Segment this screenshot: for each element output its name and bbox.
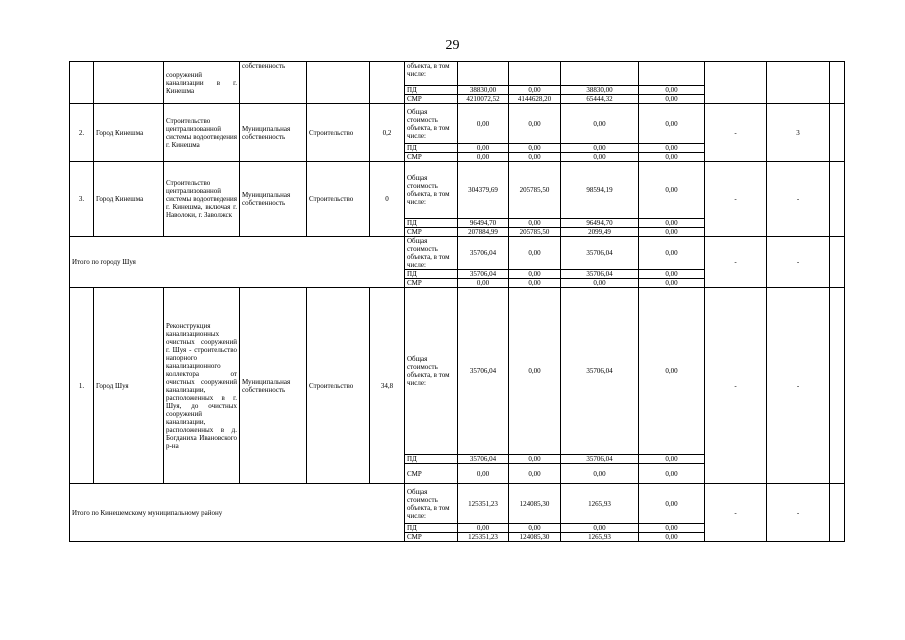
value-cell: 35706,04: [458, 455, 509, 464]
type-cell: Строительство: [307, 104, 370, 162]
value-cell: 35706,04: [561, 237, 639, 270]
type-cell: Строительство: [307, 288, 370, 484]
value-cell: 0,00: [639, 464, 705, 484]
object-name: Реконструкция канализационных очистных сооружений г. Шуя - строительство напорного канализационного коллектора от очистных сооружений канализации, расположенных в г. Шуя, до очистных сооружений канализации, расположенных в д. Богданиха Ивановского р-на: [164, 288, 240, 484]
value-cell: 35706,04: [561, 455, 639, 464]
value-cell: 124085,30: [509, 484, 561, 524]
value-cell: 0,00: [639, 279, 705, 288]
value-cell: 0,00: [509, 524, 561, 533]
value-cell: 35706,04: [561, 288, 639, 455]
smr-label: СМР: [405, 228, 458, 237]
value-cell: 0,00: [639, 104, 705, 144]
value-cell: 0,00: [509, 104, 561, 144]
value-cell: 0,00: [509, 279, 561, 288]
value-cell: 2099,49: [561, 228, 639, 237]
value-cell: 0,00: [561, 153, 639, 162]
value-cell: 0,00: [509, 288, 561, 455]
value-cell: 0,00: [561, 144, 639, 153]
value-cell: 35706,04: [458, 237, 509, 270]
extra-cell: -: [705, 162, 767, 237]
object-name: Строительство централизованной системы водоотведения г. Кинешма, включая г. Наволоки, г. Заволжск: [164, 162, 240, 237]
value-cell: 124085,30: [509, 533, 561, 542]
edge-strip: [830, 62, 845, 104]
capacity-cell: 0: [370, 162, 405, 237]
edge-strip: [830, 162, 845, 237]
pd-label: ПД: [405, 86, 458, 95]
value-cell: 0,00: [639, 524, 705, 533]
extra-cell: 3: [767, 104, 830, 162]
value-cell: 0,00: [458, 464, 509, 484]
value-cell: 1265,93: [561, 533, 639, 542]
place-cell: Город Шуя: [94, 288, 164, 484]
value-cell: 38830,00: [458, 86, 509, 95]
value-cell: 205785,50: [509, 228, 561, 237]
value-cell: 0,00: [561, 104, 639, 144]
value-cell: 0,00: [639, 237, 705, 270]
table-row: [70, 237, 845, 270]
extra-cell: -: [767, 484, 830, 542]
ownership-cell: Муниципальная собственность: [240, 104, 307, 162]
value-cell: 0,00: [639, 86, 705, 95]
extra-cell: [767, 62, 830, 104]
value-cell: 1265,93: [561, 484, 639, 524]
ownership-cell: Муниципальная собственность: [240, 162, 307, 237]
value-cell: 0,00: [561, 464, 639, 484]
value-cell: 96494,70: [458, 219, 509, 228]
num-cell: [70, 62, 94, 104]
value-cell: 205785,50: [509, 162, 561, 219]
page-number: 29: [445, 38, 460, 53]
value-cell: 0,00: [561, 279, 639, 288]
value-cell: 0,00: [509, 455, 561, 464]
value-cell: 0,00: [639, 484, 705, 524]
value-cell: 0,00: [639, 162, 705, 219]
value-cell: 0,00: [639, 455, 705, 464]
table-row: [70, 484, 845, 524]
cost-label: Общая стоимость объекта, в том числе:: [405, 484, 458, 524]
cost-label: объекта, в том числе:: [405, 62, 458, 86]
cost-label: Общая стоимость объекта, в том числе:: [405, 104, 458, 144]
ownership-cell: Муниципальная собственность: [240, 288, 307, 484]
value-cell: 0,00: [509, 237, 561, 270]
value-cell: [458, 62, 509, 86]
edge-strip: [830, 288, 845, 484]
edge-strip: [830, 104, 845, 162]
extra-cell: [705, 62, 767, 104]
smr-label: СМР: [405, 279, 458, 288]
object-name: Строительство централизованной системы водоотведения г. Кинешма: [164, 104, 240, 162]
table-row: [70, 104, 845, 144]
extra-cell: -: [705, 484, 767, 542]
extra-cell: -: [767, 162, 830, 237]
value-cell: 38830,00: [561, 86, 639, 95]
ownership-cell: собственность: [240, 62, 307, 104]
num-cell: 1.: [70, 288, 94, 484]
value-cell: 0,00: [458, 104, 509, 144]
pd-label: ПД: [405, 524, 458, 533]
smr-label: СМР: [405, 95, 458, 104]
pd-label: ПД: [405, 144, 458, 153]
type-cell: Строительство: [307, 162, 370, 237]
value-cell: 0,00: [639, 153, 705, 162]
edge-strip: [830, 237, 845, 288]
value-cell: [509, 62, 561, 86]
investment-table: [69, 61, 845, 542]
value-cell: 0,00: [458, 144, 509, 153]
value-cell: [561, 62, 639, 86]
capacity-cell: 0,2: [370, 104, 405, 162]
num-cell: 2.: [70, 104, 94, 162]
place-cell: Город Кинешма: [94, 104, 164, 162]
type-cell: [307, 62, 370, 104]
edge-strip: [830, 484, 845, 542]
subtotal-label: Итого по городу Шуя: [70, 237, 405, 288]
cost-label: Общая стоимость объекта, в том числе:: [405, 288, 458, 455]
value-cell: 98594,19: [561, 162, 639, 219]
num-cell: 3.: [70, 162, 94, 237]
value-cell: 0,00: [639, 219, 705, 228]
cost-label: Общая стоимость объекта, в том числе:: [405, 162, 458, 219]
cost-label: Общая стоимость объекта, в том числе:: [405, 237, 458, 270]
value-cell: 0,00: [509, 86, 561, 95]
extra-cell: -: [767, 237, 830, 288]
value-cell: 0,00: [639, 228, 705, 237]
value-cell: 4144628,20: [509, 95, 561, 104]
table-row: [70, 288, 845, 455]
value-cell: 0,00: [509, 144, 561, 153]
table-row: [70, 62, 845, 86]
value-cell: 304379,69: [458, 162, 509, 219]
capacity-cell: 34,8: [370, 288, 405, 484]
smr-label: СМР: [405, 464, 458, 484]
extra-cell: -: [767, 288, 830, 484]
extra-cell: -: [705, 288, 767, 484]
subtotal-label: Итого по Кинешемскому муниципальному району: [70, 484, 405, 542]
value-cell: 0,00: [639, 533, 705, 542]
value-cell: 207884,99: [458, 228, 509, 237]
value-cell: 0,00: [639, 288, 705, 455]
value-cell: 65444,32: [561, 95, 639, 104]
smr-label: СМР: [405, 153, 458, 162]
smr-label: СМР: [405, 533, 458, 542]
value-cell: [639, 62, 705, 86]
place-cell: Город Кинешма: [94, 162, 164, 237]
value-cell: 0,00: [639, 270, 705, 279]
value-cell: 0,00: [458, 524, 509, 533]
value-cell: 0,00: [561, 524, 639, 533]
capacity-cell: [370, 62, 405, 104]
value-cell: 0,00: [639, 95, 705, 104]
object-name: сооружений канализации в г. Кинешма: [164, 62, 240, 104]
value-cell: 0,00: [509, 219, 561, 228]
value-cell: 0,00: [458, 279, 509, 288]
extra-cell: -: [705, 237, 767, 288]
pd-label: ПД: [405, 270, 458, 279]
value-cell: 4210072,52: [458, 95, 509, 104]
value-cell: 35706,04: [458, 270, 509, 279]
pd-label: ПД: [405, 219, 458, 228]
value-cell: 96494,70: [561, 219, 639, 228]
value-cell: 0,00: [509, 153, 561, 162]
pd-label: ПД: [405, 455, 458, 464]
value-cell: 0,00: [509, 270, 561, 279]
value-cell: 125351,23: [458, 484, 509, 524]
value-cell: 0,00: [458, 153, 509, 162]
value-cell: 35706,04: [561, 270, 639, 279]
value-cell: 0,00: [509, 464, 561, 484]
value-cell: 125351,23: [458, 533, 509, 542]
place-cell: [94, 62, 164, 104]
value-cell: 0,00: [639, 144, 705, 153]
value-cell: 35706,04: [458, 288, 509, 455]
extra-cell: -: [705, 104, 767, 162]
table-row: [70, 162, 845, 219]
